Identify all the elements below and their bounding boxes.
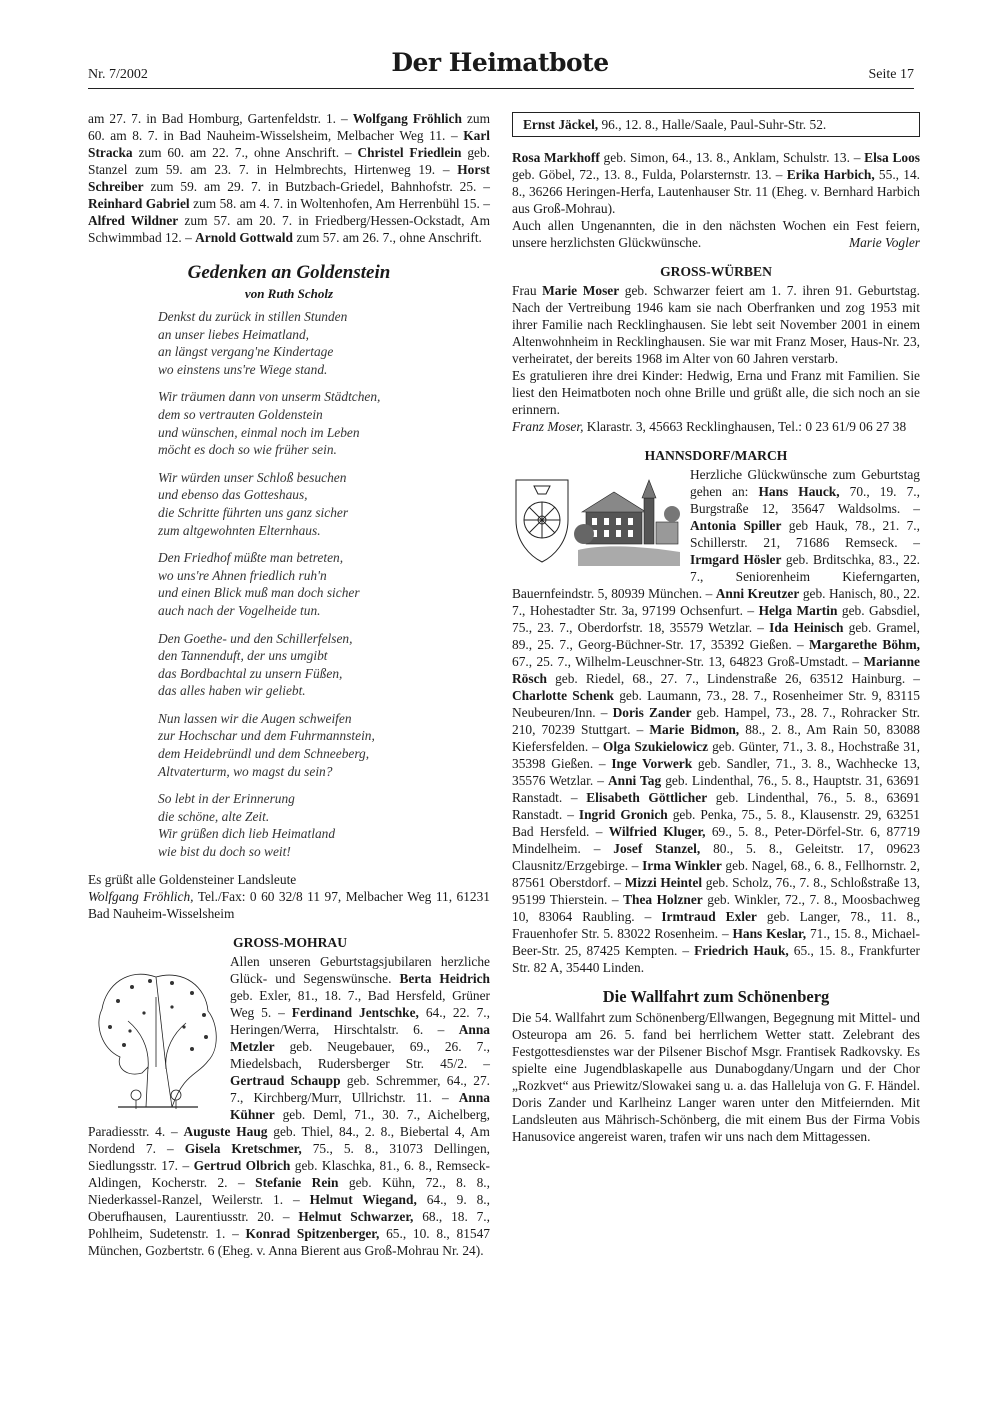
text-run: geb. Schremmer, 64., 27. 7., Kirchberg/Murr, Ullrichstr. 11. – — [230, 1072, 490, 1105]
text-run: geb. Lindenthal, 76., 5. 8., Hauptstr. 31, 63691 Ranstadt. – — [512, 773, 920, 805]
poem-line: dem Heidebründl und dem Schneeberg, — [158, 746, 370, 762]
poem-line: an unser liebes Heimatland, — [158, 326, 309, 342]
person-name: Gisela Kretschmer, — [184, 1140, 302, 1156]
text-run: zum 58. am 4. 7. in Woltenhofen, Am Herrenbühl 15. – — [189, 196, 490, 211]
greeting-signature — [88, 888, 490, 922]
text-run: geb. Sandler, 71., 3. 8., Wachhecke 13, 35576 Wetzlar. – — [512, 756, 920, 788]
text-run: zum 60. am 22. 7., ohne Anschrift. – — [132, 145, 358, 160]
person-name: Ingrid Gronich — [578, 807, 668, 822]
issue-number: Nr. 7/2002 — [88, 67, 148, 82]
poem-line: wie bist du doch so weit! — [158, 844, 291, 860]
signature-address: Klarastr. 3, 45663 Recklinghausen, Tel.: 0 23 61/9 06 27 38 — [583, 419, 907, 434]
text-run: geb. Göbel, 72., 13. 8., Fulda, Polarsternstr. 13. – — [512, 167, 787, 182]
text-run: am 27. 7. in Bad Homburg, Gartenfeldstr. 1. – — [88, 111, 353, 126]
person-name: Helga Martin — [758, 603, 838, 618]
signature-name: Franz Moser, — [512, 419, 584, 434]
masthead-logo: Der Heimatbote — [391, 48, 609, 77]
poem-line: Nun lassen wir die Augen schweifen — [158, 710, 352, 726]
poem-line: und einen Blick muß man doch sicher — [158, 585, 360, 601]
person-name: Wolfgang Fröhlich — [352, 111, 462, 126]
text-run: geb. Schwarzer feiert am 1. 7. ihren 91. Geburtstag. Nach der Vertreibung 1946 kam sie nach Oberfranken und zog 1953 mit ihrer Familie nach Recklinghausen. Sie lebt seit November 2001 in einem Altenwohnheim in Recklinghausen. Sie war mit Franz Moser, Haus-Nr. 23, verheiratet, der bereits 1968 im Alter von 60 Jahren verstarb. — [512, 283, 920, 366]
person-name: Alfred Wildner — [88, 213, 179, 228]
poem-line: die Schritte führten uns ganz sicher — [158, 504, 349, 520]
text-run: zum 57. am 20. 7. in Friedberg/Hessen-Ockstadt, Am Schwimmbad 12. – — [88, 213, 490, 245]
person-name: Anni Tag — [607, 773, 662, 788]
text-run: zum 57. am 26. 7., ohne Anschrift. — [292, 230, 482, 245]
birthday-list — [512, 149, 920, 217]
text-run: geb. Winkler, 72., 7. 8., Moosbachweg 10, 83064 Raubling. – — [512, 892, 920, 924]
person-name: Inge Vorwerk — [611, 756, 693, 771]
person-name: Marianne Rösch — [512, 654, 920, 686]
text-run: zum 59. am 29. 7. in Butzbach-Griedel, Bahnhofstr. 25. – — [143, 179, 490, 194]
poem-line: dem so vertrauten Goldenstein — [158, 406, 323, 422]
text-run: 71., 15. 8., Michael-Beer-Str. 25, 87425 Kempten. – — [512, 926, 920, 958]
person-name: Mizzi Heintel — [624, 875, 703, 890]
person-name: Irma Winkler — [642, 858, 722, 873]
poem-line: möcht es doch so wie früher sein. — [158, 442, 337, 458]
poem-line: Den Friedhof müßte man betreten, — [158, 550, 344, 566]
poem-line: den Tannenduft, der uns umgibt — [158, 648, 328, 664]
poem-stanza — [158, 308, 490, 378]
poem-stanza — [158, 630, 490, 700]
poem-line: das Bordbachtal zu unsern Füßen, — [158, 665, 343, 681]
text-run: Allen unseren Geburtstagsjubilaren herzliche Glück- und Segenswünsche. — [230, 953, 490, 986]
person-name: Antonia Spiller — [690, 518, 782, 533]
text-run: geb. Riedel, 68., 27. 7., Lindenstraße 26, 63512 Hainburg. – — [546, 671, 920, 686]
person-name: Auguste Haug — [183, 1123, 268, 1139]
poem — [158, 308, 490, 861]
person-name: Charlotte Schenk — [512, 688, 614, 703]
poem-line: wo einstens uns're Wiege stand. — [158, 361, 328, 377]
poem-line: So lebt in der Erinnerung — [158, 791, 295, 807]
person-name: Berta Heidrich — [399, 970, 490, 986]
person-name: Doris Zander — [612, 705, 692, 720]
person-name: Irmgard Hösler — [690, 552, 782, 567]
person-name: Marie Bidmon, — [649, 722, 740, 737]
poem-line: an längst vergang'ne Kindertage — [158, 344, 334, 360]
text-run: geb. Langer, 78., 11. 8., Frauenhofer Str. 5. 83022 Rosenheim. – — [512, 909, 920, 941]
person-name: Ida Heinisch — [769, 620, 844, 635]
signature-address: Tel./Fax: 0 60 32/8 11 97, Melbacher Weg 11, 61231 Bad Nauheim-Wisselsheim — [88, 888, 490, 921]
person-name: Hans Keslar, — [732, 926, 807, 941]
text-run: zum 60. am 8. 7. in Bad Nauheim-Wisselsheim, Melbacher Weg 11. – — [88, 111, 490, 143]
gross-wuerben-paragraph — [512, 282, 920, 367]
town-crest-icon — [512, 470, 682, 568]
person-name: Irmtraud Exler — [661, 909, 757, 924]
person-name: Horst Schreiber — [88, 162, 490, 194]
right-column — [512, 110, 920, 1145]
text-run: geb. Klaschka, 81., 6. 8., Remseck-Aldingen, Kocherstr. 2. – — [88, 1157, 490, 1190]
text-run: geb Hauk, 78., 21. 7., Schillerstr. 21, 71686 Remseck. – — [690, 518, 920, 550]
gross-mohrau-section — [88, 953, 490, 1259]
text-run: geb. Gramel, 89., 25. 7., Georg-Büchner-Str. 17, 35392 Gießen. – — [512, 620, 920, 652]
text-run: geb. Kühn, 72., 8. 8., Niederkassel-Ranzel, Weilerstr. 1. – — [88, 1174, 491, 1207]
text-run: geb. Nagel, 68., 6. 8., Fellhornstr. 2, 87561 Oberstdorf. – — [512, 858, 921, 890]
poem-line: Denkst du zurück in stillen Stunden — [158, 309, 348, 324]
person-name: Reinhard Gabriel — [88, 196, 190, 211]
text-run: geb. Günter, 71., 3. 8., Hochstraße 31, 35398 Gießen. – — [512, 739, 920, 771]
person-name: Stefanie Rein — [255, 1174, 339, 1190]
signature-name: Wolfgang Fröhlich, — [88, 888, 194, 904]
section-heading-gross-wuerben: GROSS-WÜRBEN — [660, 264, 772, 279]
person-name: Karl Stracka — [88, 128, 490, 160]
text-run: 67., 25. 7., Wilhelm-Leuschner-Str. 13, 64823 Groß-Umstadt. – — [512, 654, 864, 669]
gross-wuerben-paragraph-2: Es gratulieren ihre drei Kinder: Hedwig, Erna und Franz mit Familien. Sie liest den Heimatboten noch ohne Brille und grüßt alle, die sich noch an sie erinnern. — [512, 368, 920, 417]
person-name: Anni Kreutzer — [715, 586, 800, 601]
text-run: Herzliche Glückwünsche zum Geburtstag gehen an: — [690, 467, 920, 499]
poem-line: Wir würden unser Schloß besuchen — [158, 469, 347, 485]
text-run: geb. Penka, 75., 5. 8., Klausenstr. 29, 63251 Bad Hersfeld. – — [512, 807, 920, 839]
person-name: Helmut Schwarzer, — [298, 1208, 414, 1224]
poem-line: und ebenso das Gotteshaus, — [158, 487, 308, 503]
person-name: Friedrich Hauk, — [694, 943, 789, 958]
person-name: Christel Friedlein — [357, 145, 462, 160]
person-name: Ernst Jäckel, — [523, 117, 599, 132]
poem-line: Den Goethe- und den Schillerfelsen, — [158, 630, 353, 646]
intro-paragraph — [88, 110, 490, 246]
poem-line: Altvaterturm, wo magst du sein? — [158, 763, 333, 779]
poem-line: auch nach der Vogelheide tun. — [158, 602, 321, 618]
text-run: geb. Neugebauer, 69., 26. 7., Miedelsbach, Rudersberger Str. 45/2. – — [230, 1038, 490, 1071]
person-name: Wilfried Kluger, — [608, 824, 706, 839]
text-run: Auch allen Ungenannten, die in den nächsten Wochen ein Fest feiern, unsere herzlichsten Glückwünsche. — [512, 218, 920, 250]
hannsdorf-section — [512, 466, 920, 976]
text-run: geb. Simon, 64., 13. 8., Anklam, Schulstr. 13. – — [599, 150, 865, 165]
text-run: 64., 22. 7., Heringen/Werra, Hirschtalstr. 6. – — [230, 1004, 490, 1037]
section-heading-hannsdorf: HANNSDORF/MARCH — [644, 448, 788, 463]
person-name: Anna Kühner — [230, 1089, 490, 1122]
person-name: Erika Harbich, — [786, 167, 875, 182]
text-run: 55., 14. 8., 36266 Heringen-Herfa, Lautenhauser Str. 11 (Eheg. v. Bernhard Harbich aus Groß-Mohrau). — [512, 167, 920, 216]
person-name: Elisabeth Göttlicher — [586, 790, 708, 805]
person-name: Anna Metzler — [230, 1021, 490, 1054]
poem-line: zum altgewohnten Elternhaus. — [158, 522, 321, 538]
text-run: 64., 9. 8., Oberufhausen, Laurentiusstr. 20. – — [88, 1191, 490, 1224]
text-run: geb. Scholz, 76., 7. 8., Schloßstraße 13, 95199 Thierstein. – — [512, 875, 920, 907]
poem-title: Gedenken an Goldenstein — [187, 262, 391, 283]
text-run: geb. Laumann, 73., 28. 7., Rosenheimer Str. 9, 83115 Neubeuren/Inn. – — [512, 688, 920, 720]
section-heading-wallfahrt: Die Wallfahrt zum Schönenberg — [602, 987, 830, 1006]
wallfahrt-paragraph: Die 54. Wallfahrt zum Schönenberg/Ellwangen, Begegnung mit Mittel- und Osteuropa am 26. 5. fand bei herrlichem Wetter statt. Zelebrant des Festgottesdienstes war der Pilsener Bischof Msgr. Frantisek Radkovsky. Es spielte eine Jugendblaskapelle aus Dunabogdany/Ungarn und der Chor „Rozkvet“ aus Priewitz/Slowakei sang u. a. das Halleluja von G. F. Händel. Doris Zander und Karlheinz Langer waren unter den Mitfeiernden. Mit Landsleuten aus Mährisch-Schönberg, die mit einem Bus der Firma Vobis Hanusovice angereist waren, trafen wir uns nach dem Mittagessen. — [512, 1010, 920, 1144]
text-run: 80., 5. 8., Geleitstr. 17, 09623 Clausnitz/Erzgebirge. – — [512, 841, 920, 873]
poem-stanza — [158, 469, 490, 539]
text-run: geb. Hanisch, 80., 22. 7., Hohestadter Str. 3a, 97199 Ochsenfurt. – — [512, 586, 921, 618]
text-run: 65., 15. 8., Frankfurter Str. 82 A, 35440 Linden. — [512, 943, 920, 975]
person-name: Arnold Gottwald — [195, 230, 293, 245]
poem-stanza — [158, 790, 490, 860]
poem-line: die schöne, alte Zeit. — [158, 808, 270, 824]
person-name: Hans Hauck, — [758, 484, 840, 499]
person-name: Marie Moser — [542, 283, 620, 298]
page-number: Seite 17 — [868, 67, 914, 82]
text-run: geb. Stanzel zum 59. am 23. 7. in Helmbrechts, Hirtenweg 19. – — [88, 145, 490, 177]
person-name: Josef Stanzel, — [613, 841, 701, 856]
boxed-birthday — [512, 112, 920, 137]
text-run: geb. Brditschka, 83., 22. 7., Seniorenheim Kieferngarten, Bauernfeindstr. 5, 80939 München. – — [512, 552, 920, 601]
header-rule — [88, 88, 914, 89]
tree-illustration-icon — [88, 957, 224, 1115]
poem-line: wo uns're Ahnen friedlich ruh'n — [158, 567, 327, 583]
person-name: Thea Holzner — [623, 892, 703, 907]
text-run: geb. Hampel, 73., 28. 7., Rohracker Str. 210, 70239 Stuttgart. – — [512, 705, 920, 737]
poem-stanza — [158, 710, 490, 780]
text-run: geb. Deml, 71., 30. 7., Aichelberg, Paradiesstr. 4. – — [88, 1106, 490, 1139]
poem-line: und wünschen, einmal noch im Leben — [158, 424, 360, 440]
text-run: geb. Thiel, 84., 2. 8., Biebertal 4, Am Nordend 7. – — [88, 1123, 490, 1156]
signature-name: Marie Vogler — [848, 235, 920, 250]
text-run: 69., 5. 8., Peter-Dörfel-Str. 6, 87719 Mindelheim. – — [512, 824, 920, 856]
person-name: Gertrud Olbrich — [193, 1157, 291, 1173]
greeting-line: Es grüßt alle Goldensteiner Landsleute — [88, 871, 297, 887]
person-name: Helmut Wiegand, — [309, 1191, 417, 1207]
person-name: Olga Szukielowicz — [602, 739, 709, 754]
person-name: Rosa Markhoff — [512, 150, 600, 165]
text-run: 88., 2. 8., Am Rain 50, 83088 Kiefersfelden. – — [512, 722, 920, 754]
person-name: Margarethe Böhm, — [808, 637, 920, 652]
text-run: 65., 10. 8., 81547 München, Gozbertstr. 6 (Eheg. v. Anna Bierent aus Groß-Mohrau Nr. 24). — [88, 1225, 490, 1258]
text-run: 75., 5. 8., 31073 Dellingen, Siedlungsstr. 17. – — [88, 1140, 490, 1173]
closing-paragraph — [512, 217, 920, 251]
text-run: 70., 19. 7., Burgstraße 12, 35647 Waldsolms. – — [690, 484, 920, 516]
poem-stanza — [158, 388, 490, 458]
person-name: Konrad Spitzenberger, — [245, 1225, 380, 1241]
poem-stanza — [158, 549, 490, 619]
section-heading-gross-mohrau: GROSS-MOHRAU — [233, 934, 348, 950]
gross-wuerben-signature — [512, 418, 920, 435]
person-name: Elsa Loos — [864, 150, 920, 165]
text-run: Frau — [512, 283, 543, 298]
poem-line: zur Hochschar und dem Fuhrmannstein, — [158, 728, 375, 744]
text-run: geb. Gabsdiel, 75., 23. 7., Oberdorfstr. 18, 35579 Wetzlar. – — [512, 603, 920, 635]
text-run: 96., 12. 8., Halle/Saale, Paul-Suhr-Str. 52. — [598, 117, 827, 132]
text-run: 68., 18. 7., Pohlheim, Sudetenstr. 1. – — [88, 1208, 490, 1241]
left-column — [88, 110, 490, 1259]
poem-line: Wir träumen dann von unserm Städtchen, — [158, 389, 381, 405]
poem-line: Wir grüßen dich lieb Heimatland — [158, 826, 336, 842]
poem-line: das alles haben wir geliebt. — [158, 683, 306, 699]
text-run: geb. Lindenthal, 76., 5. 8., 63691 Ranstadt. – — [512, 790, 921, 822]
text-run: geb. Exler, 81., 18. 7., Bad Hersfeld, Grüner Weg 5. – — [230, 987, 490, 1020]
person-name: Gertraud Schaupp — [230, 1072, 341, 1088]
poem-byline: von Ruth Scholz — [244, 286, 334, 301]
person-name: Ferdinand Jentschke, — [291, 1004, 419, 1020]
